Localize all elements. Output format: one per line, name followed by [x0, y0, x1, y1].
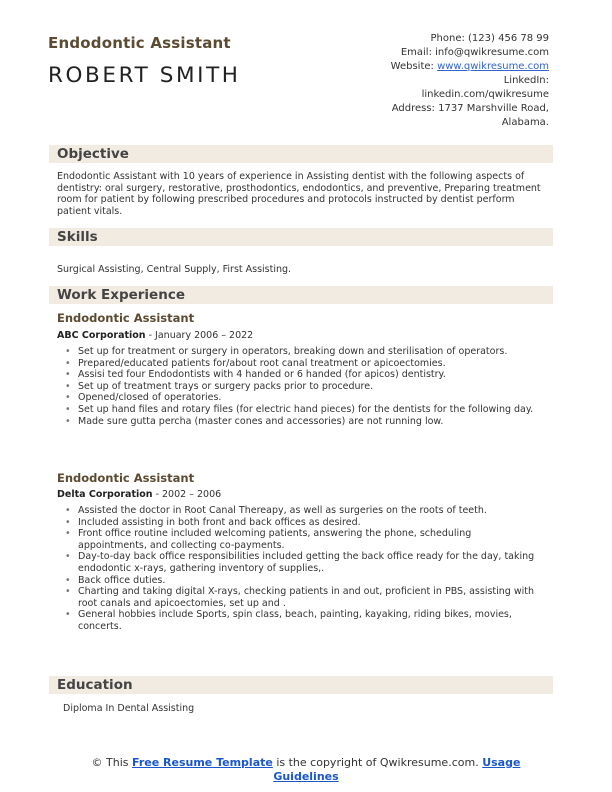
job-2-company-line	[57, 489, 221, 500]
website-label: Website:	[390, 61, 438, 72]
objective-text: Endodontic Assistant with 10 years of experience in Assisting dentist with the following aspects of dentistry: oral surgery, restorative, prosthodontics, endodontics, and preventive, Preparing treatment room for patient by following prescribed procedures and protocols instructed by dentist perform patient vitals.	[57, 171, 541, 217]
list-item: • Assisted the doctor in Root Canal Thereapy, as well as surgeries on the roots of teeth.	[62, 505, 540, 517]
skills-text: Surgical Assisting, Central Supply, First Assisting.	[57, 264, 292, 275]
list-item: • Charting and taking digital X-rays, checking patients in and out, proficient in PBS, assisting with root canals and apicoectomies, set up and .	[62, 586, 540, 609]
contact-website	[309, 60, 549, 74]
contact-phone: Phone: (123) 456 78 99	[430, 33, 549, 44]
candidate-name: ROBERT SMITH	[48, 63, 241, 88]
footer-copyright	[60, 756, 552, 784]
footer-middle: is the copyright of Qwikresume.com.	[272, 756, 483, 769]
contact-block	[309, 32, 549, 130]
list-item: • Day-to-day back office responsibilities included getting the back office ready for the day, taking endodontic x-rays, gathering inventory of supplies,.	[62, 551, 540, 574]
job-2-dates: - 2002 – 2006	[152, 489, 222, 500]
skills-title: Skills	[57, 229, 98, 245]
list-item: • Made sure gutta percha (master cones and accessories) are not running low.	[62, 416, 540, 428]
education-title: Education	[57, 677, 133, 693]
job-2-company: Delta Corporation	[57, 489, 153, 500]
free-resume-template-link[interactable]: Free Resume Template	[132, 756, 273, 769]
experience-section-header	[49, 286, 553, 304]
website-link[interactable]: www.qwikresume.com	[437, 61, 549, 72]
skills-section-header	[49, 228, 553, 246]
job-2-role: Endodontic Assistant	[57, 471, 195, 485]
job-2-bullets	[62, 505, 540, 633]
list-item: • Included assisting in both front and back offices as desired.	[62, 517, 540, 529]
contact-address-line2: Alabama.	[501, 117, 549, 128]
header-job-title: Endodontic Assistant	[48, 34, 231, 52]
experience-title: Work Experience	[57, 287, 185, 303]
list-item: • Set up for treatment or surgery in operators, breaking down and sterilisation of operators.	[62, 346, 540, 358]
contact-email: Email: info@qwikresume.com	[400, 47, 549, 58]
job-1-company-line	[57, 330, 253, 341]
objective-section-header	[49, 145, 553, 163]
job-1-company: ABC Corporation	[57, 330, 146, 341]
list-item: • Set up hand files and rotary files (for electric hand pieces) for the dentists for the following day.	[62, 404, 540, 416]
education-text: Diploma In Dental Assisting	[63, 703, 195, 714]
education-section-header	[49, 676, 553, 694]
job-1-dates: - January 2006 – 2022	[145, 330, 254, 341]
list-item: • Prepared/educated patients for/about root canal treatment or apicoectomies.	[62, 358, 540, 370]
footer-prefix: © This	[91, 756, 133, 769]
contact-linkedin-label: LinkedIn:	[503, 75, 549, 86]
list-item: • Set up of treatment trays or surgery packs prior to procedure.	[62, 381, 540, 393]
objective-title: Objective	[57, 146, 129, 162]
job-1-role: Endodontic Assistant	[57, 311, 195, 325]
list-item: • Assisi ted four Endodontists with 4 handed or 6 handed (for apicos) dentistry.	[62, 369, 540, 381]
contact-linkedin-url: linkedin.com/qwikresume	[421, 89, 549, 100]
list-item: • General hobbies include Sports, spin class, beach, painting, kayaking, riding bikes, movies, concerts.	[62, 609, 540, 632]
list-item: • Opened/closed of operatories.	[62, 392, 540, 404]
job-1-bullets	[62, 346, 540, 427]
list-item: • Front office routine included welcoming patients, answering the phone, scheduling appointments, and collecting co-payments.	[62, 528, 540, 551]
contact-address-line1: Address: 1737 Marshville Road,	[391, 103, 549, 114]
list-item: • Back office duties.	[62, 575, 540, 587]
usage-guidelines-link[interactable]: Usage Guidelines	[273, 756, 521, 783]
